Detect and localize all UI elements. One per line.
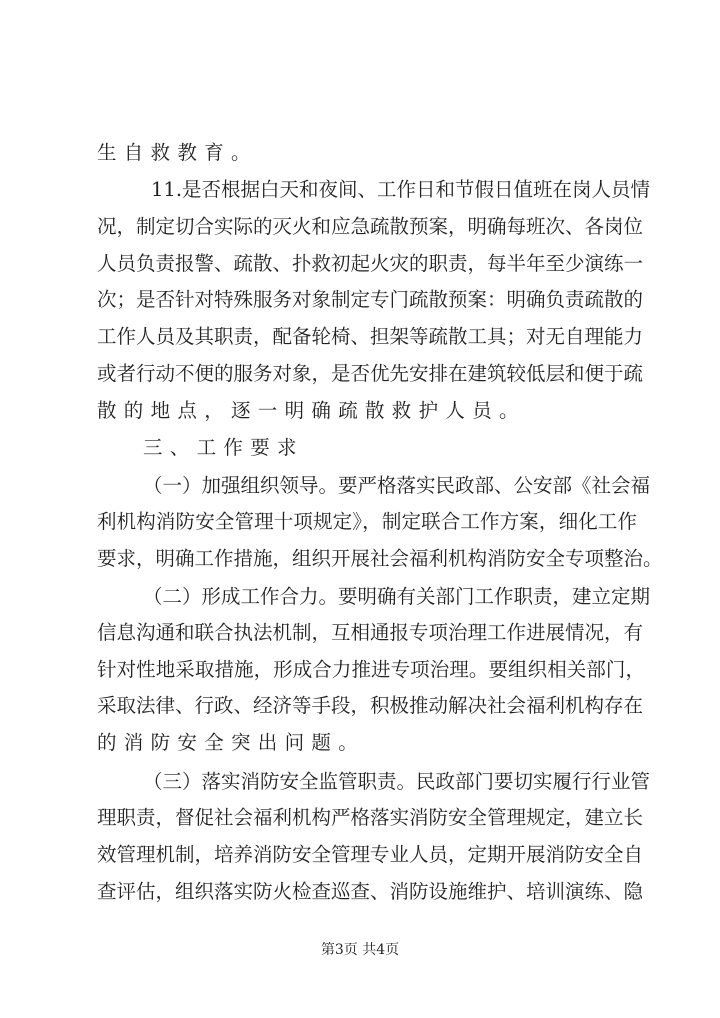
text-line: 利机构消防安全管理十项规定》，制定联合工作方案，细化工作 — [97, 510, 637, 533]
text-line: （一）加强组织领导。要严格落实民政部、公安部《社会福 — [143, 474, 651, 497]
text-line: 信息沟通和联合执法机制，互相通报专项治理工作进展情况，有 — [97, 621, 644, 644]
text-line: 况，制定切合实际的灭火和应急疏散预案，明确每班次、各岗位 — [97, 215, 644, 238]
section-heading: 三、工作要求 — [143, 436, 304, 459]
text-line: 人员负责报警、疏散、扑救初起火灾的职责，每半年至少演练一 — [97, 252, 644, 275]
text-line: 查评估，组织落实防火检查巡查、消防设施维护、培训演练、隐 — [97, 880, 644, 903]
text-line: （三）落实消防安全监管职责。民政部门要切实履行行业管 — [143, 770, 651, 793]
text-line: 要求，明确工作措施，组织开展社会福利机构消防安全专项整治。 — [97, 547, 663, 570]
text-line: 生自救教育。 — [97, 141, 258, 164]
text-line: 采取法律、行政、经济等手段，积极推动解决社会福利机构存在 — [97, 694, 644, 717]
text-line: 针对性地采取措施，形成合力推进专项治理。要组织相关部门， — [97, 658, 645, 681]
text-line: （二）形成工作合力。要明确有关部门工作职责，建立定期 — [143, 585, 651, 608]
text-line: 散的地点，逐一明确疏散救护人员。 — [97, 399, 526, 422]
text-line: 工作人员及其职责，配备轮椅、担架等疏散工具；对无自理能力 — [97, 325, 644, 348]
text-line: 的消防安全突出问题。 — [97, 731, 366, 754]
text-line: 理职责，督促社会福利机构严格落实消防安全管理规定，建立长 — [97, 806, 644, 829]
text-line: 或者行动不便的服务对象，是否优先安排在建筑较低层和便于疏 — [97, 362, 644, 385]
text-line: 11.是否根据白天和夜间、工作日和节假日值班在岗人员情 — [151, 178, 651, 201]
page-number-footer: 第3页 共4页 — [320, 942, 400, 958]
text-line: 效管理机制，培养消防安全管理专业人员，定期开展消防安全自 — [97, 843, 644, 866]
text-line: 次；是否针对特殊服务对象制定专门疏散预案：明确负责疏散的 — [97, 288, 644, 311]
